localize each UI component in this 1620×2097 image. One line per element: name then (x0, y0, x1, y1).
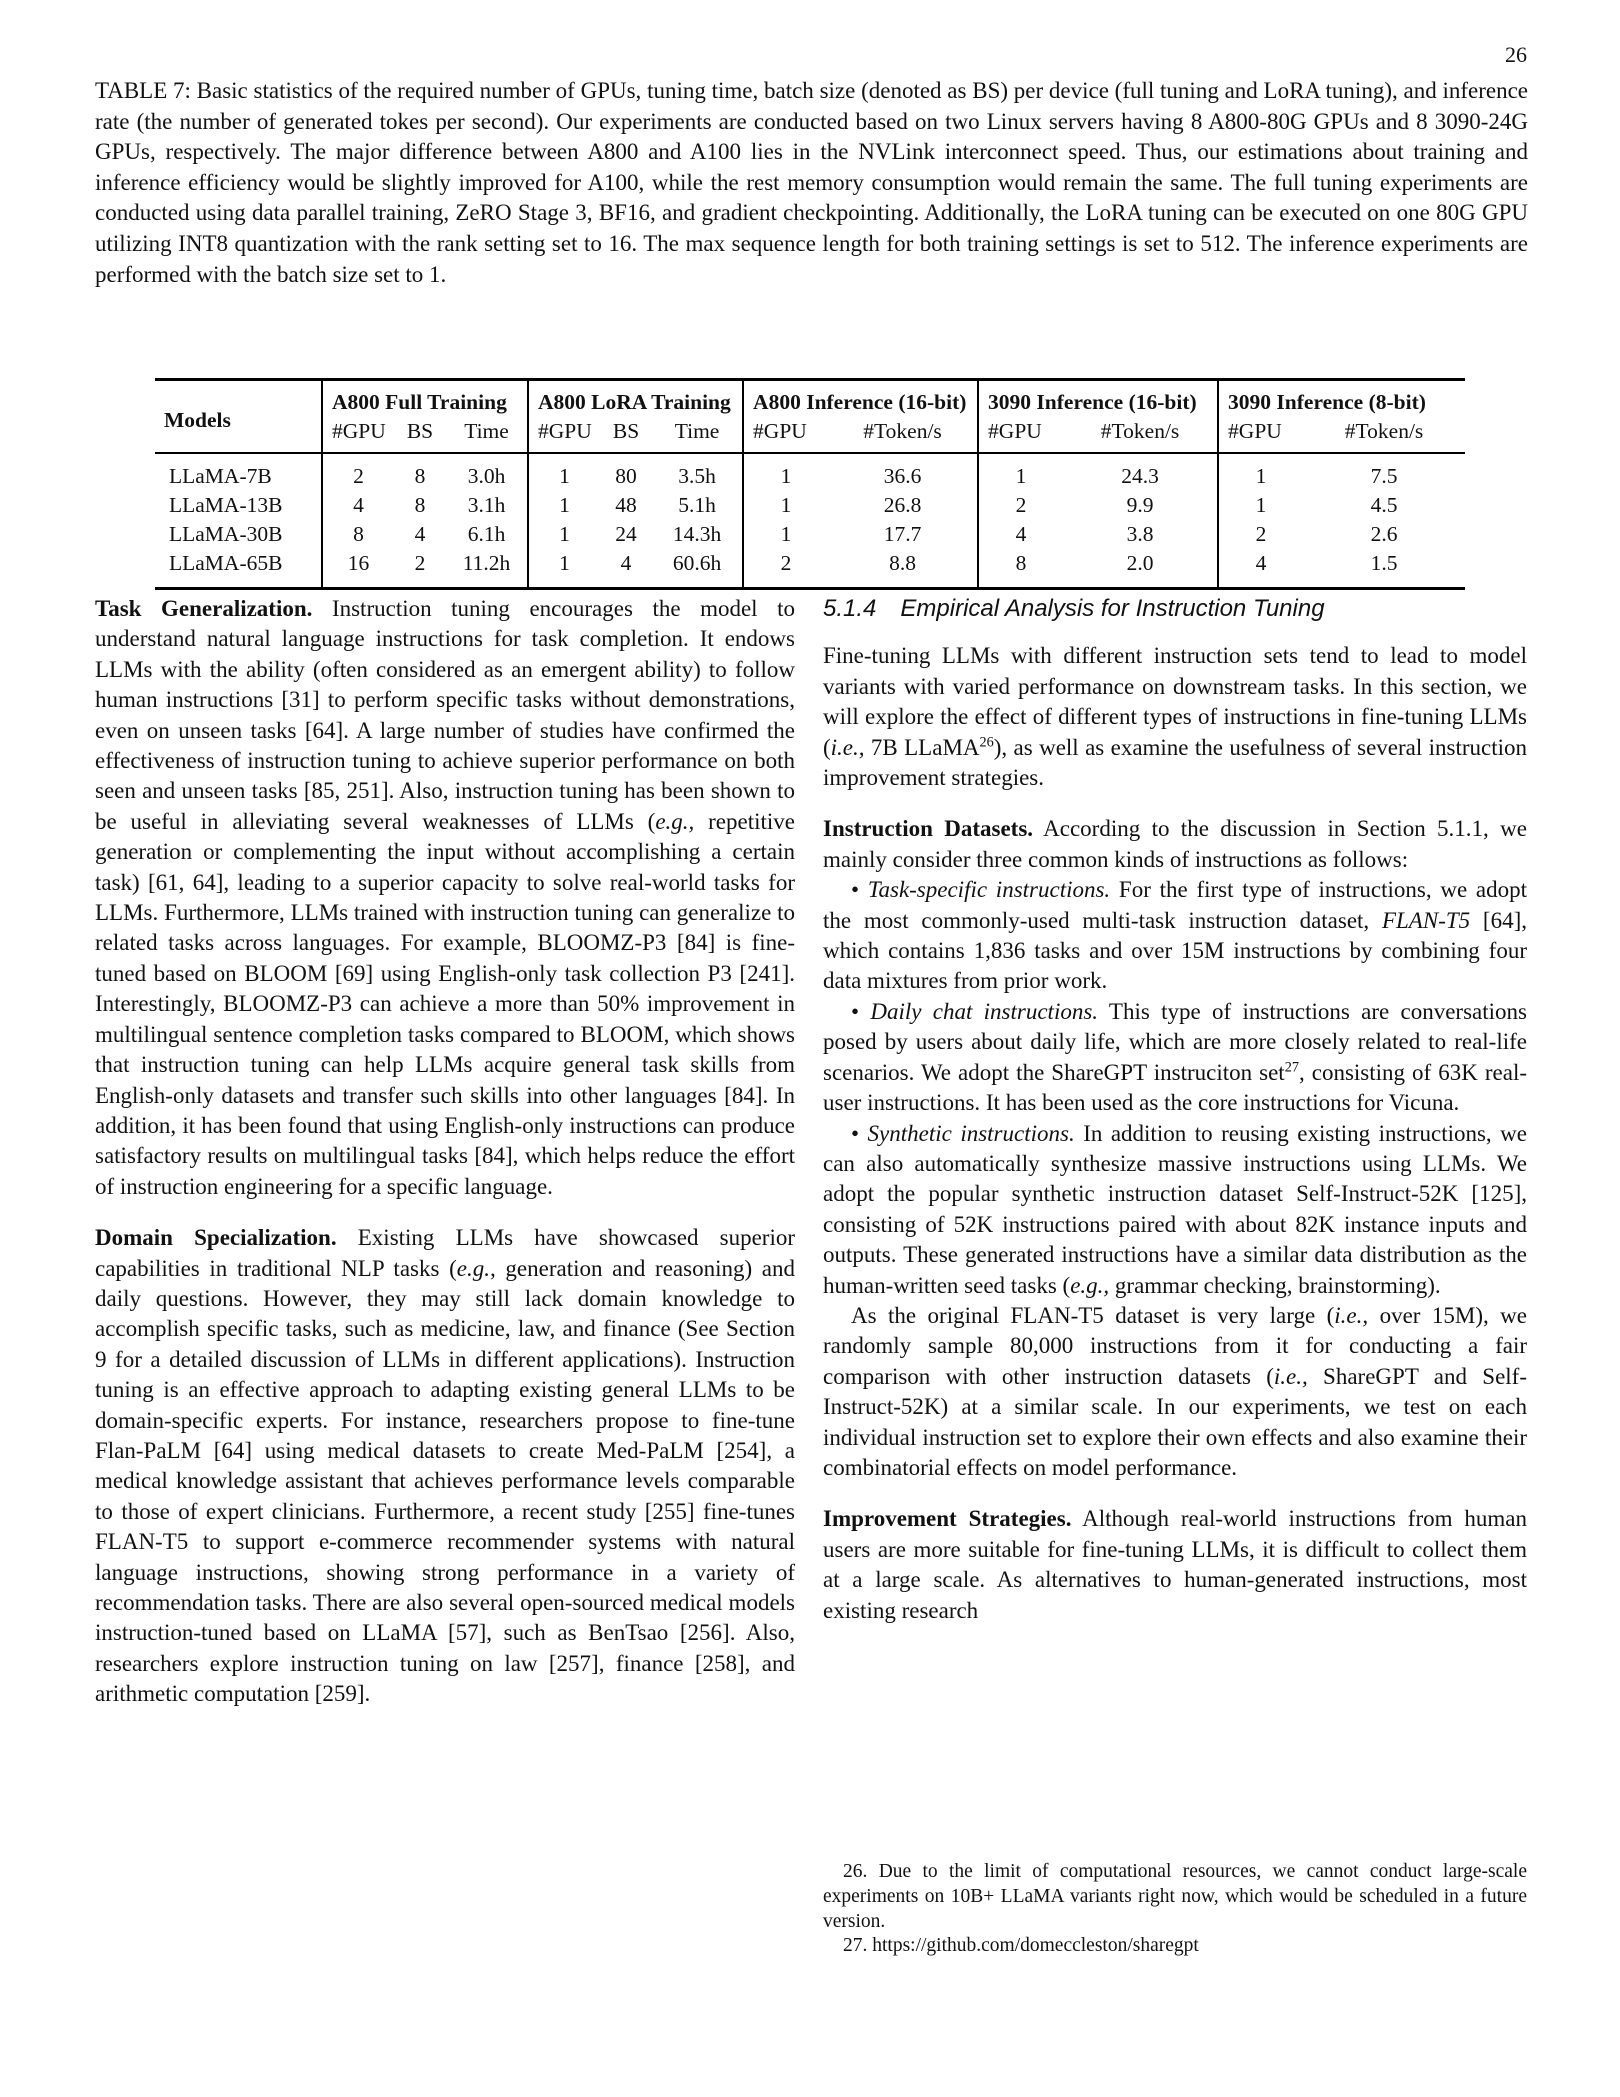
table-row (155, 549, 1465, 589)
section-number: 5.1.4 (823, 595, 877, 622)
sub-header: #GPU (322, 417, 394, 453)
value-cell: 2 (322, 453, 394, 491)
sub-header: #GPU (743, 417, 828, 453)
group-header-a800-lora: A800 LoRA Training (528, 380, 743, 418)
bullet-synthetic-instructions: • Synthetic instructions. In addition to reusing existing instructions, we can also automatically synthesize massive instructions using LLMs. We adopt the popular synthetic instruction dataset Self-Instruct-52K [125], consisting of 52K instructions paired with about 82K instance inputs and outputs. These generated instructions have a similar data distribution as the human-written seed tasks (e.g., grammar checking, brainstorming). (823, 1120, 1527, 1298)
models-header: Models (155, 380, 322, 454)
value-cell: 5.1h (678, 493, 716, 517)
value-cell: 16 (322, 549, 394, 589)
value-cell: 26.8 (883, 493, 922, 517)
value-cell: 4.5 (1370, 493, 1398, 517)
right-column (823, 594, 1527, 1626)
value-cell: 80 (615, 464, 637, 488)
value-cell: 1 (528, 491, 600, 520)
value-cell: 2 (978, 491, 1063, 520)
value-cell: 11.2h (462, 551, 511, 575)
value-cell: 3.8 (1126, 522, 1154, 546)
sub-header: Time (652, 417, 743, 453)
value-cell: 4 (620, 551, 632, 575)
model-cell: LLaMA-13B (169, 493, 283, 517)
value-cell: 3.1h (467, 493, 506, 517)
value-cell: 3.5h (678, 464, 716, 488)
value-cell: 1 (528, 520, 600, 549)
sub-header: #Token/s (1063, 417, 1218, 453)
group-header-3090-inf8: 3090 Inference (8-bit) (1218, 380, 1465, 418)
value-cell: 17.7 (883, 522, 922, 546)
bullet-daily-chat-instructions: • Daily chat instructions. This type of instructions are conversations posed by users about daily life, which are more closely related to real-life scenarios. We adopt the ShareGPT instruciton set$^{27}$, consisting of 63K real-user instructions. It has been used as the core instructions for Vicuna. (823, 998, 1527, 1116)
bullet-task-specific-instructions: • Task-specific instructions. For the first type of instructions, we adopt the most commonly-used multi-task instruction dataset, FLAN-T5 [64], which contains 1,836 tasks and over 15M instructions by combining four data mixtures from prior work. (823, 877, 1528, 994)
value-cell: 48 (615, 493, 637, 517)
section-title: Empirical Analysis for Instruction Tuning (900, 595, 1325, 622)
paragraph-task-generalization: Task Generalization. Instruction tuning encourages the model to understand natural language instructions for task completion. It endows LLMs with the ability (often considered as an emergent ability) to follow human instructions [31] to perform specific tasks without demonstrations, even on unseen tasks [64]. A large number of studies have confirmed the effectiveness of instruction tuning to achieve superior performance on both seen and unseen tasks [85, 251]. Also, instruction tuning has been shown to be useful in alleviating several weaknesses of LLMs (e.g., repetitive generation or complementing the input without accomplishing a certain task) [61, 64], leading to a superior capacity to solve real-world tasks for LLMs. Furthermore, LLMs trained with instruction tuning can generalize to related tasks across languages. For example, BLOOMZ-P3 [84] is fine-tuned based on BLOOM [69] using English-only task collection P3 [241]. Interestingly, BLOOMZ-P3 can achieve a more than 50% improvement in multilingual sentence completion tasks compared to BLOOM, which shows that instruction tuning can help LLMs acquire general task skills from English-only datasets and transfer such skills into other languages [84]. In addition, it has been found that using English-only instructions can produce satisfactory results on multilingual tasks [84], which helps reduce the effort of instruction engineering for a specific language. (95, 596, 795, 1199)
value-cell: 8.8 (889, 551, 916, 575)
value-cell: 24 (615, 522, 637, 546)
value-cell: 60.6h (672, 551, 722, 575)
value-cell: 9.9 (1126, 493, 1154, 517)
sub-header: BS (600, 417, 652, 453)
table-body (155, 453, 1465, 589)
value-cell: 3.0h (467, 464, 506, 488)
value-cell: 2.6 (1370, 522, 1398, 546)
sub-header: Time (446, 417, 528, 453)
value-cell: 8 (414, 464, 426, 488)
value-cell: 8 (978, 549, 1063, 589)
page-number: 26 (1505, 42, 1527, 67)
table-7-wrapper (155, 378, 1465, 590)
value-cell: 2 (743, 549, 828, 589)
footnote-27: 27. https://github.com/domeccleston/sharegpt (843, 1935, 1199, 1957)
value-cell: 8 (322, 520, 394, 549)
group-header-a800-full: A800 Full Training (322, 380, 528, 418)
sub-header: #Token/s (828, 417, 978, 453)
value-cell: 2 (414, 551, 426, 575)
value-cell: 36.6 (883, 464, 922, 488)
gpu-stats-table (155, 378, 1465, 590)
paragraph-intro: Fine-tuning LLMs with different instruction sets tend to lead to model variants with varied performance on downstream tasks. In this section, we will explore the effect of different types of instructions in fine-tuning LLMs (i.e., 7B LLaMA$^{26}$), as well as examine the usefulness of several instruction improvement strategies. (823, 643, 1528, 791)
value-cell: 2.0 (1126, 551, 1154, 575)
group-header-3090-inf16: 3090 Inference (16-bit) (978, 380, 1218, 418)
sub-header: BS (394, 417, 446, 453)
model-cell: LLaMA-30B (169, 522, 283, 546)
paragraph-improvement-strategies: Improvement Strategies. Although real-world instructions from human users are more suitable for fine-tuning LLMs, it is difficult to collect them at a large scale. As alternatives to human-generated instructions, most existing research (823, 1506, 1527, 1623)
value-cell: 1 (528, 453, 600, 491)
value-cell: 1 (1218, 453, 1303, 491)
group-header-a800-inf16: A800 Inference (16-bit) (743, 380, 978, 418)
paragraph-flan-sampling: As the original FLAN-T5 dataset is very large (i.e., over 15M), we randomly sample 80,000 instructions from it for conducting a fair comparison with other instruction datasets (i.e., ShareGPT and Self-Instruct-52K) at a similar scale. In our experiments, we test on each individual instruction set to explore their own effects and also examine their combinatorial effects on model performance. (823, 1302, 1527, 1480)
table-row (155, 520, 1465, 549)
value-cell: 1 (528, 549, 600, 589)
value-cell: 1 (743, 520, 828, 549)
value-cell: 4 (978, 520, 1063, 549)
model-cell: LLaMA-65B (169, 551, 283, 575)
value-cell: 14.3h (672, 522, 722, 546)
value-cell: 8 (414, 493, 426, 517)
value-cell: 4 (414, 522, 426, 546)
footnotes (823, 1860, 1527, 1959)
value-cell: 7.5 (1370, 464, 1398, 488)
table-row (155, 491, 1465, 520)
value-cell: 4 (322, 491, 394, 520)
paragraph-instruction-datasets: Instruction Datasets. According to the discussion in Section 5.1.1, we mainly consider three common kinds of instructions as follows: (823, 816, 1527, 872)
footnote-26: 26. Due to the limit of computational resources, we cannot conduct large-scale experiments on 10B+ LLaMA variants right now, which would be scheduled in a future version. (823, 1861, 1527, 1932)
value-cell: 1 (743, 453, 828, 491)
sub-header: #GPU (528, 417, 600, 453)
table-row (155, 453, 1465, 491)
value-cell: 1 (978, 453, 1063, 491)
value-cell: 2 (1218, 520, 1303, 549)
value-cell: 4 (1218, 549, 1303, 589)
value-cell: 24.3 (1121, 464, 1159, 488)
value-cell: 6.1h (467, 522, 506, 546)
sub-header: #Token/s (1303, 417, 1465, 453)
paragraph-domain-specialization: Domain Specialization. Existing LLMs have showcased superior capabilities in traditional NLP tasks (e.g., generation and reasoning) and daily questions. However, they may still lack domain knowledge to accomplish specific tasks, such as medicine, law, and finance (See Section 9 for a detailed discussion of LLMs in different applications). Instruction tuning is an effective approach to adapting existing general LLMs to be domain-specific experts. For instance, researchers propose to fine-tune Flan-PaLM [64] using medical datasets to create Med-PaLM [254], a medical knowledge assistant that achieves performance levels comparable to those of expert clinicians. Furthermore, a recent study [255] fine-tunes FLAN-T5 to support e-commerce recommender systems with natural language instructions, showing strong performance in a variety of recommendation tasks. There are also several open-sourced medical models instruction-tuned based on LLaMA [57], such as BenTsao [256]. Also, researchers explore instruction tuning on law [257], finance [258], and arithmetic computation [259]. (95, 1225, 796, 1707)
value-cell: 1 (743, 491, 828, 520)
section-heading (823, 594, 1527, 624)
model-cell: LLaMA-7B (169, 464, 272, 488)
sub-header: #GPU (1218, 417, 1303, 453)
left-column (95, 594, 795, 1710)
value-cell: 1.5 (1370, 551, 1398, 575)
value-cell: 1 (1218, 491, 1303, 520)
table-caption: TABLE 7: Basic statistics of the required number of GPUs, tuning time, batch size (denoted as BS) per device (full tuning and LoRA tuning), and inference rate (the number of generated tokes per second). Our experiments are conducted based on two Linux servers having 8 A800-80G GPUs and 8 3090-24G GPUs, respectively. The major difference between A800 and A100 lies in the NVLink interconnect speed. Thus, our estimations about training and inference efficiency would be slightly improved for A100, while the rest memory consumption would remain the same. The full tuning experiments are conducted using data parallel training, ZeRO Stage 3, BF16, and gradient checkpointing. Additionally, the LoRA tuning can be executed on one 80G GPU utilizing INT8 quantization with the rank setting set to 16. The max sequence length for both training settings is set to 512. The inference experiments are performed with the batch size set to 1. (95, 78, 1528, 287)
sub-header: #GPU (978, 417, 1063, 453)
